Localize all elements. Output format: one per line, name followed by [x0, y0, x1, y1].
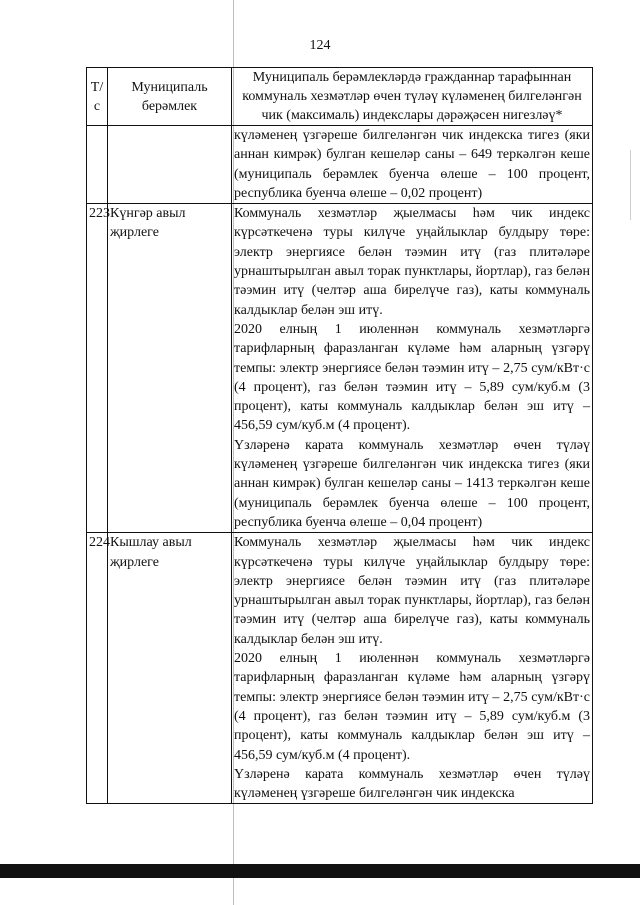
header-num: Т/с: [87, 68, 108, 126]
header-description: Муниципаль берәмлекләрдә гражданнар тарафыннан коммуналь хезмәтләр өчен түләү күләменең билгеләнгән чик (максималь) индекслары дәрәҗәсен нигезләү*: [232, 68, 593, 126]
scan-footer-bar: [0, 864, 640, 878]
row-number: [87, 126, 108, 204]
page-number: 124: [309, 38, 331, 53]
header-municipality: Муниципаль берәмлек: [108, 68, 232, 126]
description-paragraph: 2020 елның 1 июленнән коммуналь хезмәтләргә тарифларның фаразланган күләме һәм аларның үзгәрү темпы: электр энергиясе белән тәэмин итү – 2,75 сум/кВт·с (4 процент), газ белән тәэмин итү – 5,89 сум/куб.м (3 процент), каты коммуналь калдыклар белән эш итү – 456,59 сум/куб.м (4 процент).: [234, 321, 590, 434]
table-row: [87, 204, 593, 533]
row-description: [232, 533, 593, 804]
row-municipality: Кышлау авыл җирлеге: [108, 533, 232, 804]
description-paragraph: Үзләренә карата коммуналь хезмәтләр өчен түләү күләменең үзгәреше билгеләнгән чик индекска тигез (яки аннан кимрәк) булган кешеләр саны – 1413 теркәлгән кеше (муниципаль берәмлек буенча өлеше – 100 процент, республика буенча өлеше – 0,04 процент): [234, 437, 590, 530]
municipal-table: [86, 67, 593, 804]
description-paragraph: 2020 елның 1 июленнән коммуналь хезмәтләргә тарифларның фаразланган күләме һәм аларның үзгәрү темпы: электр энергиясе белән тәэмин итү – 2,75 сум/кВт·с (4 процент), газ белән тәэмин итү – 5,89 сум/куб.м (3 процент), каты коммуналь калдыклар белән эш итү – 456,59 сум/куб.м (4 процент).: [234, 651, 590, 763]
table-header-row: [87, 68, 593, 126]
row-description: [232, 126, 593, 204]
description-paragraph: күләменең үзгәреше билгеләнгән чик индекска тигез (яки аннан кимрәк) булган кешеләр саны – 649 теркәлгән кеше (муниципаль берәмлек буенча өлеше – 100 процент, республика буенча өлеше – 0,02 процент): [234, 128, 590, 201]
scan-artifact-line: [630, 150, 631, 220]
row-number: 223: [87, 204, 108, 533]
description-paragraph: Коммуналь хезмәтләр җыелмасы һәм чик индекс күрсәткеченә туры килүче уңайлыклар булдыру төре: электр энергиясе белән тәэмин итү (газ плитәләре урнаштырылган авыл торак пунктлары, йортлар), газ белән тәэмин итү (челтәр аша бирелүче газ), каты коммуналь калдыклар белән эш итү.: [234, 535, 590, 647]
table-row: [87, 533, 593, 804]
description-paragraph: Коммуналь хезмәтләр җыелмасы һәм чик индекс күрсәткеченә туры килүче уңайлыклар булдыру төре: электр энергиясе белән тәэмин итү (газ плитәләре урнаштырылган авыл торак пунктлары, йортлар), газ белән тәэмин итү (челтәр аша бирелүче газ), каты коммуналь калдыклар белән эш итү.: [234, 206, 590, 318]
table-row: [87, 126, 593, 204]
row-description: [232, 204, 593, 533]
row-municipality: Күнгәр авыл җирлеге: [108, 204, 232, 533]
description-paragraph: Үзләренә карата коммуналь хезмәтләр өчен түләү күләменең үзгәреше билгеләнгән чик индекска: [234, 766, 590, 802]
row-municipality: [108, 126, 232, 204]
row-number: 224: [87, 533, 108, 804]
